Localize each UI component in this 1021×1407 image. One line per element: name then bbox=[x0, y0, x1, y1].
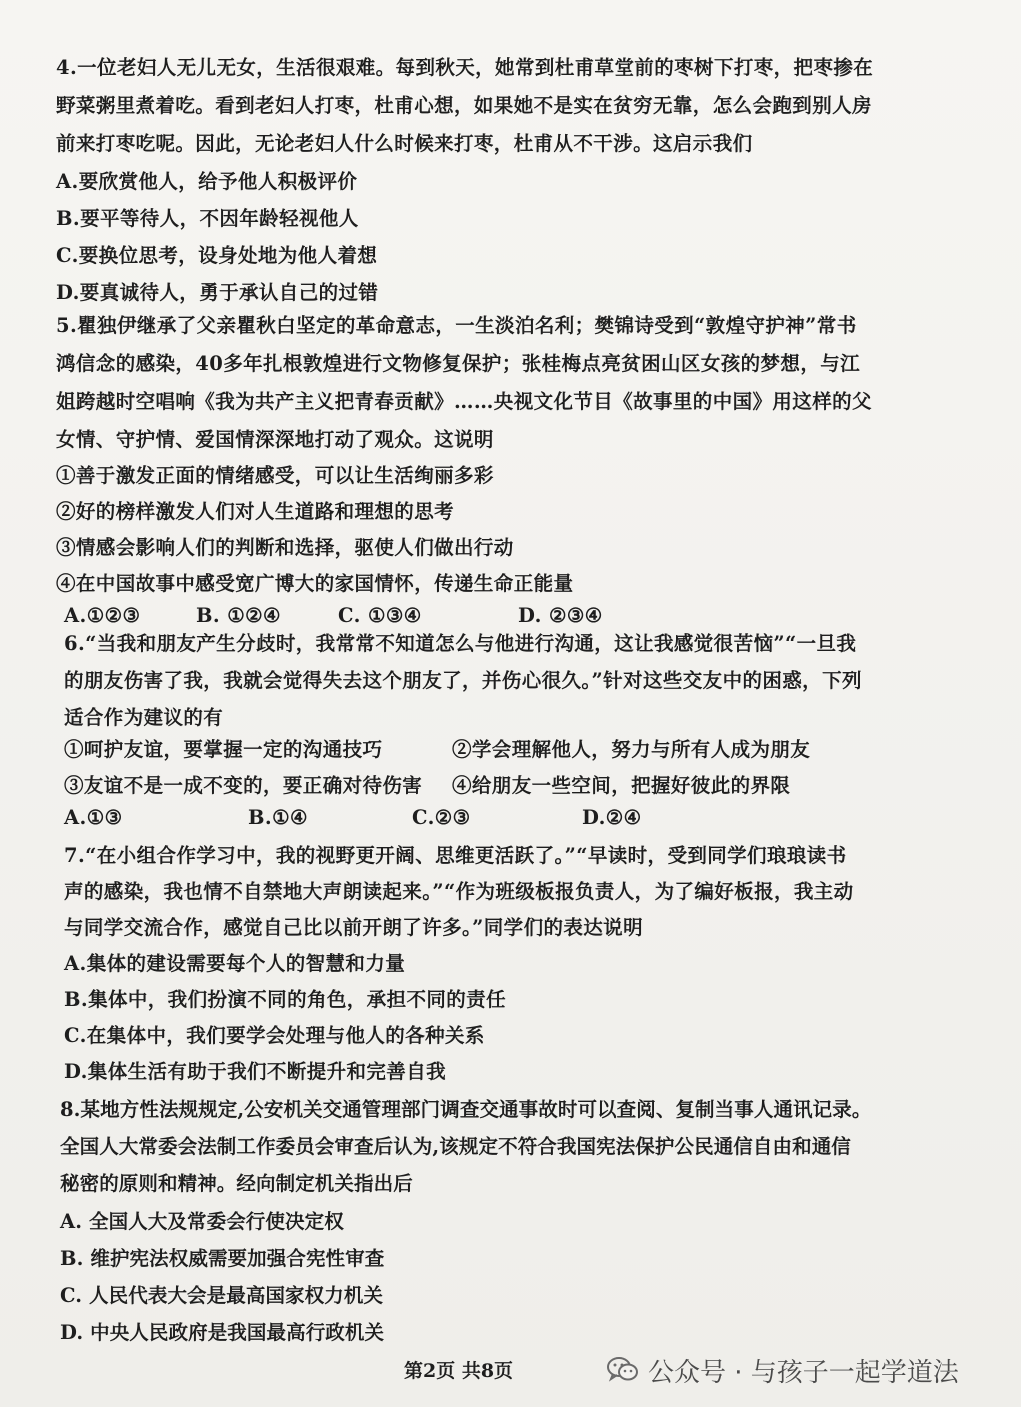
question-4-option-a: A.要欣赏他人，给予他人积极评价 bbox=[56, 170, 358, 193]
question-5-statement-4: ④在中国故事中感受宽广博大的家国情怀，传递生命正能量 bbox=[56, 572, 574, 595]
question-5-option-c: C. ①③④ bbox=[338, 604, 422, 627]
question-5-stem-line: 女情、守护情、爱国情深深地打动了观众。这说明 bbox=[56, 428, 494, 451]
question-5-option-b: B. ①②④ bbox=[196, 604, 281, 627]
question-5-option-a: A.①②③ bbox=[64, 604, 141, 627]
question-5-statement-1: ①善于激发正面的情绪感受，可以让生活绚丽多彩 bbox=[56, 464, 494, 487]
question-8-option-d: D. 中央人民政府是我国最高行政机关 bbox=[60, 1321, 385, 1344]
question-8-stem-line: 全国人大常委会法制工作委员会审查后认为,该规定不符合我国宪法保护公民通信自由和通信 bbox=[60, 1135, 851, 1158]
question-7-option-a: A.集体的建设需要每个人的智慧和力量 bbox=[64, 952, 406, 975]
question-7-option-b: B.集体中，我们扮演不同的角色，承担不同的责任 bbox=[64, 988, 506, 1011]
question-6-stem-line: 6.“当我和朋友产生分歧时，我常常不知道怎么与他进行沟通，这让我感觉很苦恼”“一旦我 bbox=[64, 632, 857, 655]
question-7-stem-line: 声的感染，我也情不自禁地大声朗读起来。”“作为班级板报负责人，为了编好板报，我主动 bbox=[64, 880, 854, 903]
question-4-option-b: B.要平等待人，不因年龄轻视他人 bbox=[56, 207, 359, 230]
question-8-option-c: C. 人民代表大会是最高国家权力机关 bbox=[60, 1284, 384, 1307]
question-8-stem-line: 8.某地方性法规规定,公安机关交通管理部门调查交通事故时可以查阅、复制当事人通讯记录。 bbox=[60, 1098, 872, 1121]
page-footer bbox=[0, 1352, 1021, 1392]
question-5-statement-2: ②好的榜样激发人们对人生道路和理想的思考 bbox=[56, 500, 455, 523]
question-7-stem-line: 7.“在小组合作学习中，我的视野更开阔、思维更活跃了。”“早读时，受到同学们琅琅读书 bbox=[64, 844, 847, 867]
page-number: 第2页 共8页 bbox=[404, 1360, 514, 1382]
question-6-option-b: B.①④ bbox=[248, 806, 308, 829]
question-7-option-d: D.集体生活有助于我们不断提升和完善自我 bbox=[64, 1060, 447, 1083]
question-8-option-a: A. 全国人大及常委会行使决定权 bbox=[60, 1210, 344, 1233]
wechat-watermark bbox=[606, 1352, 959, 1388]
wechat-icon bbox=[606, 1355, 640, 1385]
question-4-option-d: D.要真诚待人，勇于承认自己的过错 bbox=[56, 281, 379, 304]
question-6-option-a: A.①③ bbox=[64, 806, 123, 829]
question-5-stem-line: 鸿信念的感染，40多年扎根敦煌进行文物修复保护；张桂梅点亮贫困山区女孩的梦想，与江 bbox=[56, 352, 861, 375]
question-6-stem-line: 适合作为建议的有 bbox=[64, 706, 224, 729]
question-6-statement-3: ③友谊不是一成不变的，要正确对待伤害 bbox=[64, 774, 423, 797]
question-4-stem-line: 4.一位老妇人无儿无女，生活很艰难。每到秋天，她常到杜甫草堂前的枣树下打枣，把枣掺在 bbox=[56, 56, 874, 79]
question-8-option-b: B. 维护宪法权威需要加强合宪性审查 bbox=[60, 1247, 385, 1270]
question-7-option-c: C.在集体中，我们要学会处理与他人的各种关系 bbox=[64, 1024, 485, 1047]
question-6-statement-1: ①呵护友谊，要掌握一定的沟通技巧 bbox=[64, 738, 383, 761]
question-6-option-d: D.②④ bbox=[582, 806, 642, 829]
question-4-option-c: C.要换位思考，设身处地为他人着想 bbox=[56, 244, 378, 267]
question-6-statement-4: ④给朋友一些空间，把握好彼此的界限 bbox=[452, 774, 791, 797]
question-6-option-c: C.②③ bbox=[412, 806, 471, 829]
question-5-option-d: D. ②③④ bbox=[518, 604, 603, 627]
question-5-stem-line: 姐跨越时空唱响《我为共产主义把青春贡献》……央视文化节目《故事里的中国》用这样的父 bbox=[56, 390, 872, 413]
question-8-stem-line: 秘密的原则和精神。经向制定机关指出后 bbox=[60, 1172, 413, 1195]
question-4-stem-line: 前来打枣吃呢。因此，无论老妇人什么时候来打枣，杜甫从不干涉。这启示我们 bbox=[56, 132, 753, 155]
watermark-text: 公众号 · 与孩子一起学道法 bbox=[648, 1357, 959, 1388]
question-7-stem-line: 与同学交流合作，感觉自己比以前开朗了许多。”同学们的表达说明 bbox=[64, 916, 643, 939]
question-5-statement-3: ③情感会影响人们的判断和选择，驱使人们做出行动 bbox=[56, 536, 514, 559]
question-5-stem-line: 5.瞿独伊继承了父亲瞿秋白坚定的革命意志，一生淡泊名利；樊锦诗受到“敦煌守护神”常书 bbox=[56, 314, 857, 337]
question-4-stem-line: 野菜粥里煮着吃。看到老妇人打枣，杜甫心想，如果她不是实在贫穷无靠，怎么会跑到别人房 bbox=[56, 94, 872, 117]
question-6-stem-line: 的朋友伤害了我，我就会觉得失去这个朋友了，并伤心很久。”针对这些交友中的困惑，下列 bbox=[64, 669, 862, 692]
question-6-statement-2: ②学会理解他人，努力与所有人成为朋友 bbox=[452, 738, 811, 761]
